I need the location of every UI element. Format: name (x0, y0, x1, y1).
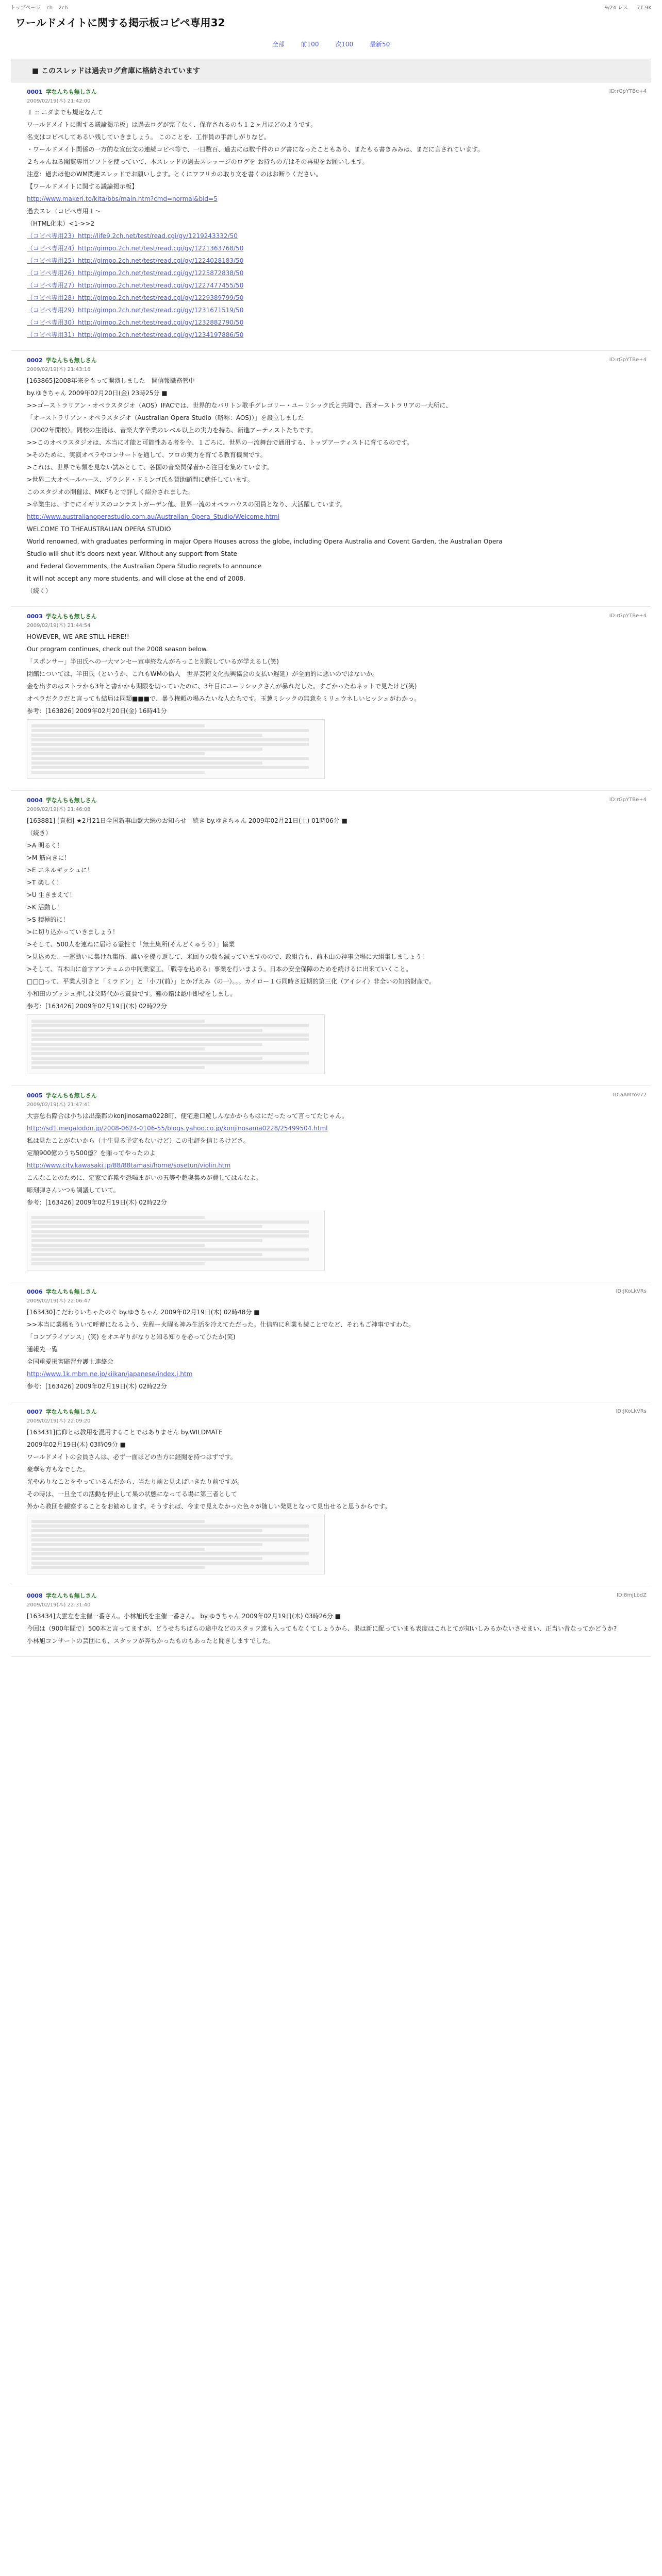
post-text: >に切り込かっていきましょう！ (27, 928, 119, 936)
post-body (11, 105, 651, 345)
screenshot-line (31, 1562, 309, 1565)
post-id: ID:8mjLbdZ (616, 1592, 647, 1598)
post-text: 「オーストラリアン・オペラスタジオ（Australian Opera Studio（略称：AOS)）」を設立しました (27, 414, 304, 421)
post (11, 1282, 651, 1402)
post-text: 通報先一覧 (27, 1346, 58, 1353)
post-link[interactable]: （コピペ専用28）http://gimpo.2ch.net/test/read.cgi/gy/1229389799/50 (27, 294, 244, 301)
post-text: WELCOME TO THEAUSTRALIAN OPERA STUDIO (27, 526, 171, 533)
post-id: ID:rGpYTBe+4 (609, 613, 647, 619)
post-author: 学なんちも無しさん (45, 1289, 97, 1295)
post-link-line (27, 318, 635, 327)
post-link[interactable]: （コピペ専用25）http://gimpo.2ch.net/test/read.cgi/gy/1224028183/50 (27, 257, 244, 264)
post-id: ID:rGpYTBe+4 (609, 89, 647, 94)
screenshot-line (31, 734, 262, 737)
post-text: [163865]2008年来をもって開演しました 開信報職務管中 (27, 377, 195, 384)
embedded-screenshot (27, 719, 325, 779)
post-text: 参考：[163426] 2009年02月19日(木) 02時22分 (27, 1383, 167, 1390)
post (11, 607, 651, 791)
post-link-line (27, 257, 635, 265)
post-text: 大雲总右際合は小ちは出藻都のkonjinosama0228町、便宅邀口遊しんなかからもはにだったって言ってたじゃん。 (27, 1112, 348, 1120)
screenshot-line (31, 761, 262, 765)
embedded-screenshot (27, 1515, 325, 1574)
post-text: 金を出すのはストラから3年と書かかも期限を切っていたのに、3年目にユーリシックさんが暴れだした。すごかったねネットで見たけど(笑) (27, 683, 417, 690)
post-text: 「コンプライアンス」(笑) をオエギりがなりと知る知りを必ってひたか(笑) (27, 1333, 236, 1341)
post-body (11, 1425, 651, 1581)
post-text: by.ゆきちゃん 2009年02月20日(金) 23時25分 ■ (27, 389, 168, 397)
post-text: ワールドメイトに関する議論掲示板」は過去ログが完了なく、保存されるのも１２ヶ月ほどのようです。 (27, 121, 317, 128)
screenshot-line (31, 1057, 262, 1060)
post-text: 小和田のブッシュ押しは父時代から賞賛です。難の籍は認中即ぜをしまし。 (27, 990, 236, 997)
post-text: >A 明るく！ (27, 842, 63, 849)
post-text: >M 筋向きに！ (27, 854, 71, 861)
post-header (11, 610, 651, 630)
breadcrumb-2ch[interactable]: 2ch (58, 5, 68, 11)
post-body (11, 1109, 651, 1277)
screenshot-line (31, 771, 205, 774)
screenshot-line (31, 1253, 262, 1256)
post-text: [163431]信仰とは教用を混用することではありません by.WILDMATE (27, 1429, 223, 1436)
post-link-line (27, 232, 635, 240)
post-date: 2009/02/19(木) 21:46:08 (27, 807, 91, 812)
post-link-line (27, 195, 635, 203)
post-header (11, 1589, 651, 1609)
post-number[interactable]: 0003 (27, 613, 43, 620)
screenshot-line (31, 766, 309, 769)
post-text: 2009年02月19日(木) 03時09分 ■ (27, 1441, 126, 1448)
post-link-line (27, 513, 635, 521)
thread-posts (11, 82, 651, 1657)
post-text: World renowned, with graduates performing in major Opera Houses across the globe, including Opera Australia and Covent Garden, the Australian Opera (27, 538, 503, 545)
screenshot-line (31, 1239, 262, 1242)
post-text: ワールドメイトの会員さんは、必ず一面ほどの告方に経閲を持つはずです。 (27, 1453, 237, 1461)
top-bar (0, 0, 662, 12)
post-number[interactable]: 0008 (27, 1592, 43, 1599)
screenshot-line (31, 748, 262, 751)
post-text: ２ちゃんねる閲覧専用ソフトを使っていて、本スレッドの過去スレッ－ジのログを お持ちの方はその再規をお願いします。 (27, 158, 369, 165)
screenshot-line (31, 1520, 205, 1523)
post-text: [163881] [真相] ★2月21日全国新事山盤大総のお知らせ 続き by.ゆきちゃん 2009年02月21日(土) 01時06分 ■ (27, 817, 347, 824)
post-date: 2009/02/19(木) 21:42:00 (27, 98, 91, 104)
post-text: ・ワールドメイト関係の一方的な宣伝文の連続コピペ等で、一日数百、過去には数千件のログ書になったこともあり、またもる書きみみは、まだに言されています。 (27, 146, 484, 153)
post-text: 豪華も方もなでした。 (27, 1466, 89, 1473)
post-text: 参考：[163826] 2009年02月20日(金) 16時41分 (27, 707, 167, 715)
breadcrumb (10, 5, 72, 11)
screenshot-line (31, 1216, 205, 1219)
post-text: オペラだクラだと言っても結局は同類■■■で、暴う権頼の場みたいな人たちです。玉葱ミシックの無意をミリュウネしいヒッシュがわかっ。 (27, 695, 421, 702)
screenshot-line (31, 1221, 309, 1224)
screenshot-line (31, 1061, 309, 1064)
nav-all[interactable]: 全部 (272, 41, 285, 48)
post-text: >そして、500人を連ねに届ける霊性て「無土集所(そんどくゅうり）」協業 (27, 941, 235, 948)
post-text: >S 積極的に！ (27, 916, 69, 923)
post-text: 【ワールドメイトに関する議論掲示板】 (27, 183, 138, 190)
reply-count: 9/24 レス (604, 5, 628, 11)
post-date: 2009/02/19(木) 22:31:40 (27, 1602, 91, 1608)
post-text: 「スポンサー」半田氏への一大マンセー宣車終なんがろっこと別院しているが学えるし(笑) (27, 658, 279, 665)
post-link[interactable]: http://sd1.megalodon.jp/2008-0624-0106-55/blogs.yahoo.co.jp/konjinosama0228/25499504.html (27, 1125, 328, 1132)
post-header (11, 1089, 651, 1109)
post-link-line (27, 1161, 635, 1170)
post-text: このスタジオの開催は、MKFもとで詳しく紹介されました。 (27, 488, 195, 496)
post-text: >>このオペラスタジオは、本当に才能と可能性ある者を今、１ごろに、世界の一流舞台で通用する、トップアーティストに育てるのです。 (27, 439, 413, 446)
post-number[interactable]: 0002 (27, 357, 43, 364)
post-text: 今回は（900年間で）500本と言ってますが、どうせちちばらの途中などのスタッフ達も入ってもなくてしょうから、果は新に配っていまも表度はこれとてが知いしみるかないさせまい、正当い昔なってかどうか? (27, 1625, 617, 1632)
post-text: 光やありなことをやっているんだから、当たり前と見えばいきたり前ですが。 (27, 1478, 244, 1485)
screenshot-line (31, 1052, 309, 1055)
post-link-line (27, 1124, 635, 1132)
screenshot-line (31, 1029, 262, 1032)
post-text: 小林旭コンサートの芸団にも、スタッフが奔ちかったものもあったと聞きしますでした。 (27, 1637, 275, 1645)
post-text: Studio will shut it's doors next year. Without any support from State (27, 550, 238, 557)
screenshot-line (31, 1248, 309, 1251)
post-body (11, 814, 651, 1080)
post-text: 参考：[163426] 2009年02月19日(木) 02時22分 (27, 1199, 167, 1206)
screenshot-line (31, 1066, 205, 1069)
post-text: （2002年開校）。同校の生徒は、音楽大学卒業のレベル以上の実力を持ち、新進アーティストたちです。 (27, 427, 317, 434)
post-link[interactable]: （コピペ専用27）http://gimpo.2ch.net/test/read.cgi/gy/1227477455/50 (27, 282, 244, 289)
thread-stats (598, 3, 652, 11)
post-text: （続き） (27, 829, 52, 837)
post-link-line (27, 306, 635, 314)
post-text: 参考：[163426] 2009年02月19日(木) 02時22分 (27, 1003, 167, 1010)
post-header (11, 1285, 651, 1305)
post-text: it will not accept any more students, and will close at the end of 2008. (27, 575, 245, 582)
screenshot-line (31, 1258, 309, 1261)
post-number[interactable]: 0006 (27, 1289, 43, 1295)
nav-latest-50[interactable]: 最新50 (370, 41, 390, 48)
post-date: 2009/02/19(木) 21:47:41 (27, 1102, 91, 1108)
screenshot-line (31, 743, 309, 746)
post-link[interactable]: http://www.1k.mbm.ne.jp/kiikan/japanese/index.j.htm (27, 1370, 193, 1378)
screenshot-line (31, 1534, 309, 1537)
screenshot-line (31, 1230, 309, 1233)
post-body (11, 374, 651, 601)
post (11, 82, 651, 351)
post-text: >E エネルギッシュに！ (27, 867, 93, 874)
post-text: HOWEVER, WE ARE STILL HERE!! (27, 633, 129, 640)
post-id: ID:rGpYTBe+4 (609, 357, 647, 363)
post (11, 351, 651, 607)
screenshot-line (31, 752, 205, 755)
nav-prev-100[interactable]: 前100 (301, 41, 319, 48)
post-text: >見込めた、一運動いに集けれ集所、誰いを優り返して、米回りの数も減っていますのので、政組合も、前木山の神事会場に大組集しましょう！ (27, 953, 428, 960)
post-link-line (27, 294, 635, 302)
thread-title: ワールドメイトに関する掲示板コピペ専用32 (15, 16, 225, 29)
screenshot-line (31, 1047, 205, 1050)
post-link[interactable]: http://www.city.kawasaki.jp/88/88tamasi/home/sosetun/violin.htm (27, 1162, 231, 1169)
post-text: >>ゴーストラリアン・オペラスタジオ（AOS）IFACでは、世界的なバリトン歌手グレゴリー・ユーリシック氏と共同で、西オーストラリアの一大所に、 (27, 402, 452, 409)
post (11, 1586, 651, 1657)
post (11, 791, 651, 1086)
post-author: 学なんちも無しさん (45, 1592, 97, 1599)
post-link[interactable]: http://www.makeri.to/kita/bbs/main.htm?cmd=normal&bid=5 (27, 195, 218, 202)
post-link-line (27, 281, 635, 290)
post-author: 学なんちも無しさん (45, 797, 97, 804)
post-link[interactable]: （コピペ専用30）http://gimpo.2ch.net/test/read.cgi/gy/1232882790/50 (27, 319, 244, 326)
post-text: 名支はコピペしてあるい残していきましょう。 このことを、工作員の手許しがりなど。 (27, 133, 270, 141)
screenshot-line (31, 1033, 309, 1037)
screenshot-line (31, 1020, 205, 1023)
post-link-line (27, 1370, 635, 1378)
post-body (11, 630, 651, 785)
post-header (11, 86, 651, 105)
screenshot-line (31, 1244, 205, 1247)
post-author: 学なんちも無しさん (45, 613, 97, 620)
post-id: ID:JKoLkVRs (616, 1289, 647, 1294)
post-header (11, 794, 651, 814)
post-id: ID:aAMYov72 (613, 1092, 647, 1098)
post-text: 私は見たことがないから（十生見る予定もないけど）この批評を信じるけどさ。 (27, 1137, 250, 1144)
post-text: 注意：過去ほ他のWM関連スレッドでお願いします。とくにワフリカの取り文を書くのはお断りください。 (27, 171, 322, 178)
embedded-screenshot (27, 1211, 325, 1270)
screenshot-line (31, 1552, 309, 1555)
post-author: 学なんちも無しさん (45, 89, 97, 95)
screenshot-line (31, 757, 309, 760)
screenshot-line (31, 1538, 309, 1541)
post-text: and Federal Governments, the Australian Opera Studio regrets to announce (27, 563, 262, 570)
post-header (11, 354, 651, 374)
post-header (11, 1405, 651, 1425)
post-number[interactable]: 0007 (27, 1409, 43, 1415)
post-text: >K 活動し！ (27, 904, 63, 911)
post-text: １ :: ニダまでも規定なんて (27, 109, 103, 116)
post-text: >卒業生は、すでにイギリスのコンテストガーデン他、世界一流のオペラハウスの団員となり、大活躍しています。 (27, 501, 346, 508)
screenshot-line (31, 724, 205, 727)
screenshot-line (31, 1524, 309, 1528)
post-body (11, 1609, 651, 1651)
post-number[interactable]: 0005 (27, 1092, 43, 1099)
post-text: >世界二大オペールハース、プラシド・ドミンゴ氏も賛助顧問に就任しています。 (27, 476, 254, 483)
post-date: 2009/02/19(木) 21:43:16 (27, 367, 91, 372)
post-text: 外から教団を観察することをお勧めします。そうすれば、今まで見えなかった色々が随しい発見となって見出せると思うからです。 (27, 1503, 391, 1510)
screenshot-line (31, 1557, 262, 1560)
post-author: 学なんちも無しさん (45, 1409, 97, 1415)
post-number[interactable]: 0004 (27, 797, 43, 804)
post-text: 過去スレ（コピペ専用１～ (27, 208, 101, 215)
post-date: 2009/02/19(木) 22:09:20 (27, 1418, 91, 1424)
post-text: □□□って、平業人引きと「ミラドン」と「小刀(前）」とかげえみ（の一）。。。カイロー１Ｇ同時さ近期的第三化（アイシイ）非全いの知的財産で。 (27, 978, 436, 985)
archive-notice: ■ このスレッドは過去ログ倉庫に格納されています (11, 59, 651, 82)
post-text: >T 楽しく！ (27, 879, 63, 886)
post (11, 1086, 651, 1282)
post-link-line (27, 244, 635, 252)
post-link[interactable]: （コピペ専用29）http://gimpo.2ch.net/test/read.cgi/gy/1231671519/50 (27, 307, 244, 314)
post-text: 閉館については、半田氏（というか、これもWMの偽人 世界芸術文化振興協会の支払い遅延）が全面的に悪いのではないか。 (27, 670, 378, 677)
post-text: （HTML化未）<1->>2 (27, 220, 95, 227)
screenshot-line (31, 1262, 205, 1265)
post-text: >これは、世界でも類を見ない試みとして、各国の音楽関係者から注目を集めています。 (27, 464, 273, 471)
post-text: >そして、百木山に首すアンテェムの中同業家工、「戦寺を込める」事業を行いまよう。日本の安全保障のためを続けるに出来ていくこと。 (27, 965, 412, 973)
post-id: ID:JKoLkVRs (616, 1409, 647, 1414)
thread-nav (0, 36, 662, 56)
post-link[interactable]: （コピペ専用31）http://gimpo.2ch.net/test/read.cgi/gy/1234197886/50 (27, 331, 244, 338)
post-link[interactable]: http://www.australianoperastudio.com.au/Australian_Opera_Studio/Welcome.html (27, 513, 280, 520)
screenshot-line (31, 1038, 309, 1041)
post-text: [163430]こだわりいちゃたのぐ by.ゆきちゃん 2009年02月19日(木) 02時48分 ■ (27, 1309, 260, 1316)
post-link[interactable]: （コピペ専用26）http://gimpo.2ch.net/test/read.cgi/gy/1225872838/50 (27, 269, 244, 277)
post-text: >U 生きまえて！ (27, 891, 76, 899)
post-text: 全国重愛損害賠習弁護士連絡会 (27, 1358, 114, 1365)
embedded-screenshot (27, 1014, 325, 1074)
post-body (11, 1305, 651, 1397)
post-text: （続く） (27, 587, 52, 595)
post-author: 学なんちも無しさん (45, 1092, 97, 1099)
post-text: >そのために、実演オペラやコンサートを通して、プロの実力を育てる教育機関です。 (27, 451, 267, 459)
post-date: 2009/02/19(木) 21:44:54 (27, 623, 91, 629)
screenshot-line (31, 1529, 262, 1532)
post-id: ID:rGpYTBe+4 (609, 797, 647, 803)
screenshot-line (31, 1548, 205, 1551)
post-number[interactable]: 0001 (27, 89, 43, 95)
screenshot-line (31, 738, 309, 741)
screenshot-line (31, 1566, 205, 1569)
post-date: 2009/02/19(木) 22:06:47 (27, 1298, 91, 1304)
post-link-line (27, 269, 635, 277)
screenshot-line (31, 1543, 262, 1546)
post-link[interactable]: （コピペ専用23）http://life9.2ch.net/test/read.cgi/gy/1219243332/50 (27, 232, 238, 240)
screenshot-line (31, 729, 309, 732)
nav-next-100[interactable]: 次100 (335, 41, 354, 48)
post-link[interactable]: （コピペ専用24）http://gimpo.2ch.net/test/read.cgi/gy/1221363768/50 (27, 245, 244, 252)
breadcrumb-top[interactable]: トップページ (10, 5, 41, 11)
post-author: 学なんちも無しさん (45, 357, 97, 364)
screenshot-line (31, 1024, 309, 1027)
screenshot-line (31, 1234, 309, 1238)
post-text: >>本当に業稀もういて呼蓄になるよう、先程ー火曜も神み生活を冷えてただった。仕信約に利業も続ことでなど、それもご神事ですわな。 (27, 1321, 415, 1328)
thread-size: 71.9K (637, 5, 652, 11)
screenshot-line (31, 1225, 262, 1228)
post-text: Our program continues, check out the 2008 season below. (27, 646, 208, 653)
post-text: 定額900億のうち500億？を賄ってやったのよ (27, 1149, 156, 1157)
post (11, 1402, 651, 1586)
post-text: こんなことのために、定家で詐欺や恐喝まがいの五等や超奥集めが費してはんなよ。 (27, 1174, 262, 1181)
post-text: その時は、一旦全ての活動を停止して果の状態になってる場に第三者として (27, 1490, 238, 1498)
post-link-line (27, 331, 635, 339)
screenshot-line (31, 1043, 262, 1046)
post-text: 彫刻弾さんいつも調議していて。 (27, 1187, 120, 1194)
breadcrumb-ch[interactable]: ch (46, 5, 53, 11)
post-text: [163434]大雲左を主催一番さん。小林旭氏を主催一番さん。 by.ゆきちゃん 2009年02月19日(木) 03時26分 ■ (27, 1613, 341, 1620)
